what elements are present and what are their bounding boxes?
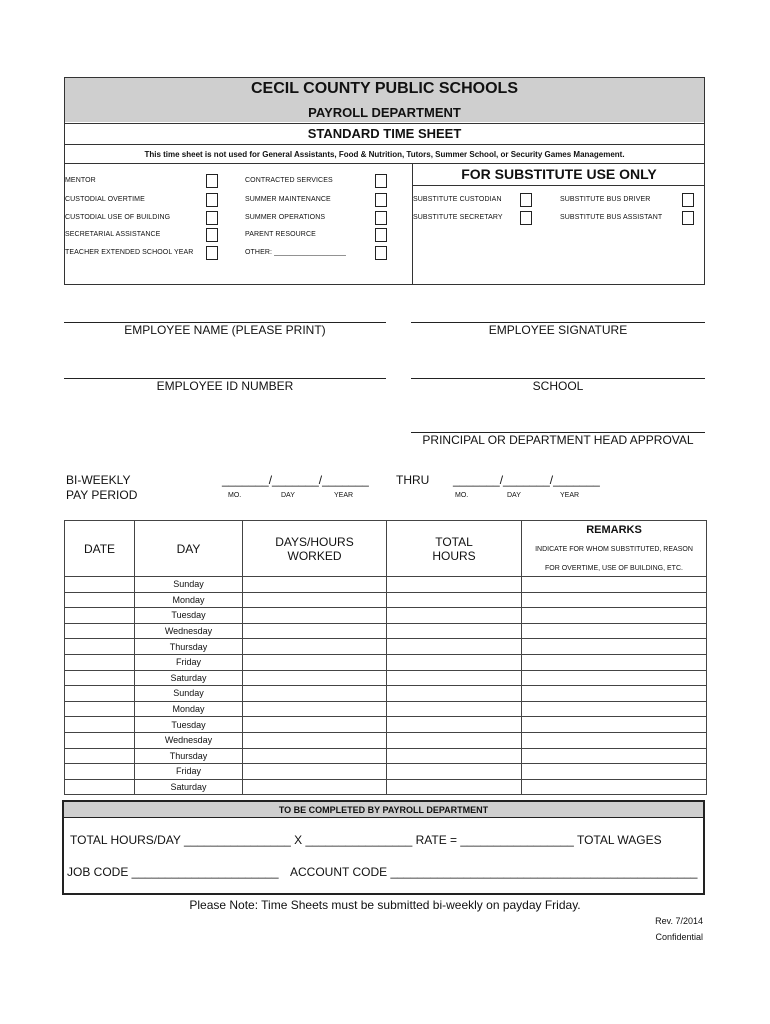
option-summer-maintenance-checkbox[interactable] [375, 193, 387, 207]
form-header [64, 77, 705, 285]
remarks-cell[interactable] [522, 717, 707, 733]
days-hours-cell[interactable] [243, 592, 387, 608]
days-hours-cell[interactable] [243, 577, 387, 593]
total-hours-cell[interactable] [387, 592, 522, 608]
table-row [65, 717, 707, 733]
day-cell: Thursday [135, 748, 243, 764]
option-mentor-label: MENTOR [65, 177, 96, 184]
total-wages-line[interactable]: TOTAL HOURS/DAY ________________ X ________________ RATE = _________________ TOTAL WAGES [70, 833, 662, 847]
date-cell[interactable] [65, 592, 135, 608]
time-table [64, 520, 707, 795]
option-parent-resource-checkbox[interactable] [375, 228, 387, 242]
date-cell[interactable] [65, 732, 135, 748]
remarks-cell[interactable] [522, 592, 707, 608]
day-cell: Wednesday [135, 623, 243, 639]
date-cell[interactable] [65, 639, 135, 655]
option-custodial-overtime-checkbox[interactable] [206, 193, 218, 207]
day-cell: Wednesday [135, 732, 243, 748]
remarks-cell[interactable] [522, 639, 707, 655]
usage-note: This time sheet is not used for General Assistants, Food & Nutrition, Tutors, Summer School, or Security Games Management. [65, 144, 704, 163]
date-cell[interactable] [65, 608, 135, 624]
header-date: DATE [65, 521, 135, 577]
table-row [65, 639, 707, 655]
date-cell[interactable] [65, 779, 135, 795]
total-hours-cell[interactable] [387, 670, 522, 686]
date-cell[interactable] [65, 701, 135, 717]
remarks-cell[interactable] [522, 764, 707, 780]
table-header-row [65, 521, 707, 577]
substitute-secretary-checkbox[interactable] [520, 211, 532, 225]
remarks-cell[interactable] [522, 748, 707, 764]
payroll-section [62, 800, 705, 895]
department-name: PAYROLL DEPARTMENT [308, 105, 461, 120]
total-hours-cell[interactable] [387, 654, 522, 670]
table-row [65, 732, 707, 748]
option-mentor-checkbox[interactable] [206, 174, 218, 188]
thru-label: THRU [396, 473, 430, 487]
day-cell: Sunday [135, 577, 243, 593]
remarks-cell[interactable] [522, 623, 707, 639]
remarks-cell[interactable] [522, 686, 707, 702]
account-code-field[interactable]: ACCOUNT CODE ______________________________________________ [290, 865, 698, 879]
days-hours-cell[interactable] [243, 654, 387, 670]
day-cell: Tuesday [135, 608, 243, 624]
confidential-label: Confidential [655, 932, 703, 942]
from-month-label: MO. [228, 492, 242, 499]
day-cell: Tuesday [135, 717, 243, 733]
day-cell: Thursday [135, 639, 243, 655]
option-custodial-use-label: CUSTODIAL USE OF BUILDING [65, 214, 171, 221]
header-day: DAY [135, 521, 243, 577]
date-cell[interactable] [65, 764, 135, 780]
option-contracted-label: CONTRACTED SERVICES [245, 177, 333, 184]
remarks-cell[interactable] [522, 732, 707, 748]
pay-period-from-date[interactable]: _______/_______/_______ [222, 473, 369, 487]
employee-id-label: EMPLOYEE ID NUMBER [156, 379, 294, 393]
table-row [65, 577, 707, 593]
sheet-title: STANDARD TIME SHEET [65, 123, 704, 143]
pay-period-label-2: PAY PERIOD [66, 488, 138, 502]
to-day-label: DAY [507, 492, 521, 499]
date-cell[interactable] [65, 717, 135, 733]
option-summer-operations-label: SUMMER OPERATIONS [245, 214, 326, 221]
option-custodial-use-checkbox[interactable] [206, 211, 218, 225]
principal-approval-label: PRINCIPAL OR DEPARTMENT HEAD APPROVAL [422, 433, 694, 447]
total-hours-cell[interactable] [387, 717, 522, 733]
table-row [65, 779, 707, 795]
total-hours-cell[interactable] [387, 623, 522, 639]
total-hours-cell[interactable] [387, 732, 522, 748]
table-row [65, 764, 707, 780]
to-month-label: MO. [455, 492, 469, 499]
days-hours-cell[interactable] [243, 608, 387, 624]
table-row [65, 701, 707, 717]
revision-label: Rev. 7/2014 [655, 916, 703, 926]
option-parent-resource-label: PARENT RESOURCE [245, 231, 316, 238]
days-hours-cell[interactable] [243, 732, 387, 748]
to-year-label: YEAR [560, 492, 580, 499]
day-cell: Friday [135, 654, 243, 670]
day-cell: Monday [135, 701, 243, 717]
date-cell[interactable] [65, 670, 135, 686]
date-cell[interactable] [65, 577, 135, 593]
option-summer-maintenance-label: SUMMER MAINTENANCE [245, 196, 331, 203]
substitute-heading: FOR SUBSTITUTE USE ONLY [413, 164, 705, 186]
day-cell: Friday [135, 764, 243, 780]
option-teacher-esy-label: TEACHER EXTENDED SCHOOL YEAR [65, 249, 194, 256]
date-cell[interactable] [65, 686, 135, 702]
employee-name-label: EMPLOYEE NAME (PLEASE PRINT) [124, 323, 326, 337]
header-days-hours: DAYS/HOURS WORKED [243, 521, 387, 577]
table-row [65, 592, 707, 608]
days-hours-cell[interactable] [243, 779, 387, 795]
table-row [65, 623, 707, 639]
table-row [65, 686, 707, 702]
remarks-cell[interactable] [522, 654, 707, 670]
day-cell: Saturday [135, 670, 243, 686]
date-cell[interactable] [65, 623, 135, 639]
option-contracted-checkbox[interactable] [375, 174, 387, 188]
total-hours-cell[interactable] [387, 608, 522, 624]
option-other-label: OTHER: __________________ [245, 249, 346, 256]
from-year-label: YEAR [334, 492, 354, 499]
substitute-custodian-checkbox[interactable] [520, 193, 532, 207]
days-hours-cell[interactable] [243, 623, 387, 639]
total-hours-cell[interactable] [387, 764, 522, 780]
school-label: SCHOOL [532, 379, 584, 393]
remarks-cell[interactable] [522, 608, 707, 624]
total-hours-cell[interactable] [387, 779, 522, 795]
total-hours-cell[interactable] [387, 686, 522, 702]
substitute-bus-assistant-label: SUBSTITUTE BUS ASSISTANT [560, 214, 663, 221]
from-day-label: DAY [281, 492, 295, 499]
pay-period-label-1: BI-WEEKLY [66, 473, 131, 487]
remarks-cell[interactable] [522, 577, 707, 593]
option-custodial-overtime-label: CUSTODIAL OVERTIME [65, 196, 145, 203]
substitute-bus-assistant-checkbox[interactable] [682, 211, 694, 225]
school-name: CECIL COUNTY PUBLIC SCHOOLS [251, 80, 518, 97]
total-hours-cell[interactable] [387, 701, 522, 717]
table-row [65, 654, 707, 670]
day-cell: Sunday [135, 686, 243, 702]
substitute-bus-driver-label: SUBSTITUTE BUS DRIVER [560, 196, 651, 203]
employee-signature-label: EMPLOYEE SIGNATURE [488, 323, 628, 337]
table-row [65, 608, 707, 624]
days-hours-cell[interactable] [243, 701, 387, 717]
day-cell: Saturday [135, 779, 243, 795]
header-total-hours: TOTAL HOURS [387, 521, 522, 577]
payroll-heading: TO BE COMPLETED BY PAYROLL DEPARTMENT [64, 802, 703, 818]
days-hours-cell[interactable] [243, 686, 387, 702]
option-teacher-esy-checkbox[interactable] [206, 246, 218, 260]
substitute-custodian-label: SUBSTITUTE CUSTODIAN [413, 196, 502, 203]
category-options [65, 163, 704, 284]
remarks-cell[interactable] [522, 670, 707, 686]
submission-note: Please Note: Time Sheets must be submitted bi-weekly on payday Friday. [189, 898, 581, 912]
job-code-field[interactable]: JOB CODE ______________________ [67, 865, 279, 879]
total-hours-cell[interactable] [387, 577, 522, 593]
option-other-checkbox[interactable] [375, 246, 387, 260]
substitute-section [412, 164, 704, 285]
days-hours-cell[interactable] [243, 717, 387, 733]
remarks-cell[interactable] [522, 701, 707, 717]
remarks-cell[interactable] [522, 779, 707, 795]
pay-period-to-date[interactable]: _______/_______/_______ [453, 473, 600, 487]
option-secretarial-checkbox[interactable] [206, 228, 218, 242]
date-cell[interactable] [65, 654, 135, 670]
option-summer-operations-checkbox[interactable] [375, 211, 387, 225]
days-hours-cell[interactable] [243, 670, 387, 686]
days-hours-cell[interactable] [243, 639, 387, 655]
table-row [65, 748, 707, 764]
days-hours-cell[interactable] [243, 764, 387, 780]
substitute-secretary-label: SUBSTITUTE SECRETARY [413, 214, 503, 221]
table-row [65, 670, 707, 686]
day-cell: Monday [135, 592, 243, 608]
total-hours-cell[interactable] [387, 748, 522, 764]
substitute-bus-driver-checkbox[interactable] [682, 193, 694, 207]
header-remarks: REMARKS INDICATE FOR WHOM SUBSTITUTED, REASON FOR OVERTIME, USE OF BUILDING, ETC. [522, 521, 707, 577]
days-hours-cell[interactable] [243, 748, 387, 764]
option-secretarial-label: SECRETARIAL ASSISTANCE [65, 231, 161, 238]
total-hours-cell[interactable] [387, 639, 522, 655]
date-cell[interactable] [65, 748, 135, 764]
